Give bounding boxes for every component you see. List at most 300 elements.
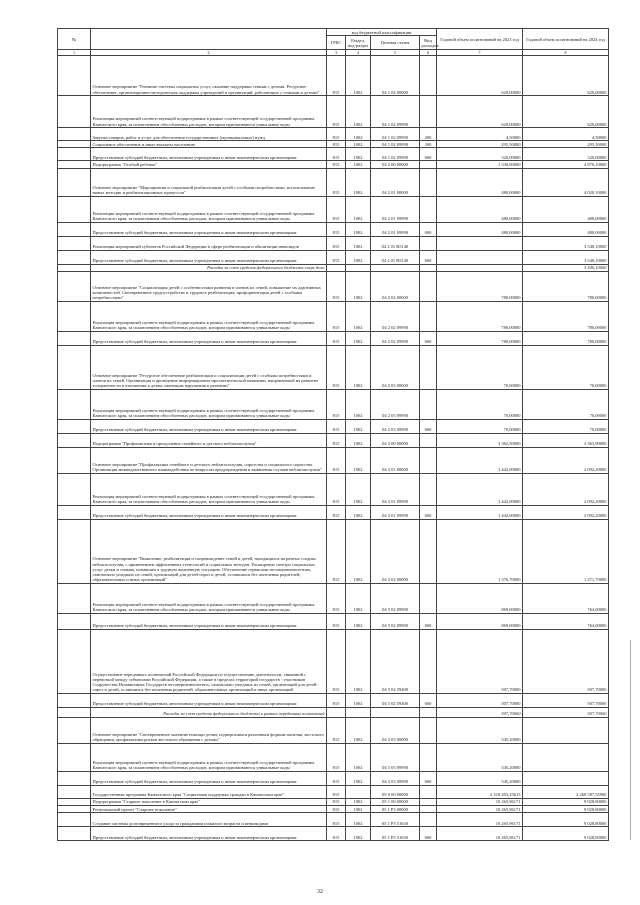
row-amount-2023: 1 330,00000 xyxy=(437,161,523,168)
row-amount-2024: 2 092,20000 xyxy=(523,473,609,505)
row-amount-2023: 507,70000 xyxy=(437,629,523,693)
row-number xyxy=(58,693,91,707)
colnum: 4 xyxy=(346,50,371,56)
row-number xyxy=(58,56,91,96)
row-target: 04 3 02 00000 xyxy=(371,519,420,583)
row-amount-2024: 507,70000 xyxy=(523,707,609,717)
row-section: 1002 xyxy=(346,629,371,693)
row-number xyxy=(58,148,91,161)
row-amount-2023: 10 265,96171 xyxy=(437,813,523,827)
row-exp-type xyxy=(420,168,437,196)
row-number xyxy=(58,827,91,841)
row-exp-type: 600 xyxy=(420,222,437,236)
row-number xyxy=(58,433,91,447)
row-grbs: 815 xyxy=(327,141,346,148)
row-amount-2024: 70,00000 xyxy=(523,389,609,419)
row-target: 04 1 02 00000 xyxy=(371,56,420,96)
row-section: 1002 xyxy=(346,505,371,519)
row-section: 1002 xyxy=(346,813,371,827)
row-section: 1002 xyxy=(346,827,371,841)
row-section: 1002 xyxy=(346,236,371,250)
row-grbs: 815 xyxy=(327,629,346,693)
row-number xyxy=(58,250,91,264)
row-number xyxy=(58,629,91,693)
row-amount-2024: 320,00000 xyxy=(523,148,609,161)
row-description: Подпрограмма "Старшее поколение в Камчатском крае" xyxy=(91,798,327,805)
row-number xyxy=(58,389,91,419)
row-number xyxy=(58,447,91,473)
row-grbs: 815 xyxy=(327,519,346,583)
row-description: Расходы за счет средств федерального бюджета сверх доли xyxy=(91,264,327,271)
row-grbs: 815 xyxy=(327,56,346,96)
header-section: Раздел, под-раздел xyxy=(346,36,371,50)
page-number: 32 xyxy=(317,889,323,895)
row-exp-type: 600 xyxy=(420,148,437,161)
row-exp-type xyxy=(420,271,437,301)
table-row xyxy=(58,148,609,161)
row-section: 1002 xyxy=(346,56,371,96)
row-section: 1002 xyxy=(346,433,371,447)
row-number xyxy=(58,806,91,813)
row-number xyxy=(58,473,91,505)
row-section: 1002 xyxy=(346,771,371,785)
row-amount-2023: 480,00000 xyxy=(437,196,523,222)
row-amount-2023 xyxy=(437,250,523,264)
row-exp-type: 600 xyxy=(420,419,437,433)
row-section: 1002 xyxy=(346,717,371,743)
row-amount-2024: 4 020,10000 xyxy=(523,168,609,196)
row-amount-2023 xyxy=(437,236,523,250)
row-description: Реализация мероприятий соответствующей подпрограммы в рамках соответствующей государственной программы Камчатского края, за исключением обособленных расходов, которым присваиваются уникальные коды xyxy=(91,389,327,419)
row-target: 04 3 03 09990 xyxy=(371,743,420,771)
row-exp-type xyxy=(420,161,437,168)
row-description: Государственная программа Камчатского края "Социальная поддержка граждан в Камчатском крае" xyxy=(91,785,327,798)
row-exp-type xyxy=(420,345,437,389)
row-target: 04 2 02 09990 xyxy=(371,301,420,331)
row-amount-2023: 620,00000 xyxy=(437,56,523,96)
row-amount-2023: 320,00000 xyxy=(437,148,523,161)
row-amount-2023: 545,20000 xyxy=(437,771,523,785)
row-section xyxy=(346,785,371,798)
row-amount-2023: 480,00000 xyxy=(437,168,523,196)
row-description: Основное мероприятие "Мероприятия в социальной реабилитации детей с особыми потребностями, использование новых методик и реабилитационных процессов" xyxy=(91,168,327,196)
table-row xyxy=(58,433,609,447)
row-target: 05 1 P3 00000 xyxy=(371,806,420,813)
colnum: 1 xyxy=(58,50,91,56)
row-description: Подпрограмма "Особый ребенок" xyxy=(91,161,327,168)
row-target: 04 2 01 09990 xyxy=(371,196,420,222)
row-target: 04 2 01 00000 xyxy=(371,168,420,196)
row-section: 1002 xyxy=(346,613,371,629)
row-amount-2024: 764,00000 xyxy=(523,613,609,629)
row-number xyxy=(58,785,91,798)
row-number xyxy=(58,141,91,148)
row-target: 04 3 01 09990 xyxy=(371,505,420,519)
row-grbs: 815 xyxy=(327,785,346,798)
row-description: Социальное обеспечение и иные выплаты населению xyxy=(91,141,327,148)
row-exp-type xyxy=(420,236,437,250)
row-number xyxy=(58,771,91,785)
row-amount-2023: 507,70000 xyxy=(437,707,523,717)
table-row xyxy=(58,743,609,771)
row-section: 1002 xyxy=(346,301,371,331)
row-amount-2024: 9 028,80000 xyxy=(523,827,609,841)
row-number xyxy=(58,222,91,236)
row-number xyxy=(58,345,91,389)
row-target: 05 1 P3 51630 xyxy=(371,827,420,841)
budget-table-sheet xyxy=(57,28,608,841)
row-grbs: 815 xyxy=(327,447,346,473)
row-exp-type xyxy=(420,743,437,771)
row-amount-2024: 2 260 587,55900 xyxy=(523,785,609,798)
row-amount-2024 xyxy=(523,717,609,743)
row-description: Основное мероприятие "Профилактика семейного и детского неблагополучия, сиротства и социального сиротства. Организация межведомственного взаимодействия по вопросам предупреждения и выявления случаев неблагополучия" xyxy=(91,447,327,473)
row-exp-type xyxy=(420,798,437,805)
row-exp-type: 200 xyxy=(420,128,437,141)
row-number xyxy=(58,743,91,771)
row-amount-2024: 4,50000 xyxy=(523,128,609,141)
row-amount-2024: 2 092,20000 xyxy=(523,447,609,473)
row-grbs: 815 xyxy=(327,473,346,505)
row-description: Основное мероприятие "Выявление, реабилитация и сопровождение семей и детей, находящихся на разных стадиях неблагополучия, с применением эффективных технологий и социальных методов. Расширение спектра социальных услуг детям и семьям, попавшим в трудную жизненную ситуацию. Обеспечение сервисами несовершеннолетних, самовольно ушедших из семей, организаций для детей-сирот и детей, оставшихся без попечения родителей, образовательных и иных организаций" xyxy=(91,519,327,583)
row-amount-2023: 869,00000 xyxy=(437,583,523,613)
row-exp-type: 600 xyxy=(420,613,437,629)
row-section: 1002 xyxy=(346,161,371,168)
row-exp-type xyxy=(420,56,437,96)
row-number xyxy=(58,813,91,827)
header-grbs: ГРБС xyxy=(327,36,346,50)
row-grbs: 815 xyxy=(327,771,346,785)
row-exp-type: 600 xyxy=(420,827,437,841)
row-amount-2024 xyxy=(523,743,609,771)
row-amount-2024: 507,70000 xyxy=(523,629,609,693)
row-exp-type xyxy=(420,96,437,128)
table-row xyxy=(58,141,609,148)
row-section xyxy=(346,264,371,271)
row-amount-2024: 9 028,80000 xyxy=(523,806,609,813)
row-target: 04 2 02 00000 xyxy=(371,271,420,301)
row-target: 04 3 01 00000 xyxy=(371,447,420,473)
row-amount-2023: 10 265,96171 xyxy=(437,827,523,841)
row-amount-2023: 70,00000 xyxy=(437,419,523,433)
row-amount-2024: 480,00000 xyxy=(523,196,609,222)
row-exp-type: 600 xyxy=(420,693,437,707)
row-target: 04 2 03 09990 xyxy=(371,419,420,433)
row-target: 05 0 00 00000 xyxy=(371,785,420,798)
table-row xyxy=(58,447,609,473)
row-grbs xyxy=(327,707,346,717)
table-row xyxy=(58,798,609,805)
row-grbs xyxy=(327,264,346,271)
row-grbs: 815 xyxy=(327,613,346,629)
row-target: 04 1 02 09990 xyxy=(371,148,420,161)
row-section xyxy=(346,707,371,717)
row-grbs: 815 xyxy=(327,583,346,613)
row-section: 1002 xyxy=(346,128,371,141)
row-description: Основное мероприятие "Развитие системы социальных услуг, оказание поддержки семьям с детьми. Ресурсное обеспечение, организационно-методическая поддержка учреждений и организаций, работающих с семьями и детьми" xyxy=(91,56,327,96)
row-exp-type xyxy=(420,583,437,613)
table-row xyxy=(58,813,609,827)
row-grbs: 815 xyxy=(327,806,346,813)
row-number xyxy=(58,505,91,519)
row-description: Предоставление субсидий бюджетным, автономным учреждениям и иным некоммерческим организациям xyxy=(91,419,327,433)
row-amount-2023: 780,00000 xyxy=(437,331,523,345)
row-number xyxy=(58,128,91,141)
row-description: Предоставление субсидий бюджетным, автономным учреждениям и иным некоммерческим организациям xyxy=(91,222,327,236)
row-number xyxy=(58,613,91,629)
row-grbs: 815 xyxy=(327,331,346,345)
row-description: Предоставление субсидий бюджетным, автономным учреждениям и иным некоммерческим организациям xyxy=(91,827,327,841)
row-amount-2023: 1 442,00000 xyxy=(437,473,523,505)
row-grbs: 815 xyxy=(327,798,346,805)
row-description: Основное мероприятие "Ресурсное обеспечение реабилитации и социализации детей с особыми потребностями и членов их семей. Организация и проведение информационно-просветительской кампании, направленной на развитие толерантности в отношении к детям, имеющим нарушения в развитии" xyxy=(91,345,327,389)
row-exp-type: 600 xyxy=(420,331,437,345)
row-description: Реализация мероприятий соответствующей подпрограммы в рамках соответствующей государственной программы Камчатского края, за исключением обособленных расходов, которым присваиваются уникальные коды xyxy=(91,96,327,128)
row-amount-2023: 10 265,96171 xyxy=(437,798,523,805)
row-exp-type xyxy=(420,433,437,447)
row-section: 1002 xyxy=(346,583,371,613)
row-amount-2024: 70,00000 xyxy=(523,419,609,433)
row-target: 05 1 00 00000 xyxy=(371,798,420,805)
row-section: 1002 xyxy=(346,141,371,148)
row-number xyxy=(58,717,91,743)
row-amount-2024 xyxy=(523,771,609,785)
row-exp-type xyxy=(420,519,437,583)
row-number xyxy=(58,301,91,331)
row-description: Реализация мероприятий соответствующей подпрограммы в рамках соответствующей государственной программы Камчатского края, за исключением обособленных расходов, которым присваиваются уникальные коды xyxy=(91,583,327,613)
row-amount-2023: 780,00000 xyxy=(437,301,523,331)
row-number xyxy=(58,161,91,168)
row-amount-2024: 780,00000 xyxy=(523,301,609,331)
row-number xyxy=(58,798,91,805)
row-amount-2024: 70,00000 xyxy=(523,345,609,389)
row-amount-2024: 620,00000 xyxy=(523,96,609,128)
row-exp-type: 300 xyxy=(420,141,437,148)
row-description: Региональный проект "Старшее поколение" xyxy=(91,806,327,813)
table-row xyxy=(58,771,609,785)
table-row xyxy=(58,96,609,128)
colnum: 8 xyxy=(523,50,609,56)
table-row xyxy=(58,250,609,264)
row-target: 04 3 01 09990 xyxy=(371,473,420,505)
row-section: 1002 xyxy=(346,798,371,805)
table-row xyxy=(58,331,609,345)
row-number xyxy=(58,583,91,613)
table-row xyxy=(58,785,609,798)
row-exp-type xyxy=(420,389,437,419)
row-grbs: 815 xyxy=(327,717,346,743)
row-exp-type xyxy=(420,707,437,717)
table-row xyxy=(58,236,609,250)
row-description: Основное мероприятие "Социализация детей с особенностями развития в членов их семей, повышение их адаптивных возможностей. Своевременное трудоустройство и трудовое реабилитация, профориентация детей с особыми потребностями" xyxy=(91,271,327,301)
row-amount-2024: 780,00000 xyxy=(523,331,609,345)
table-row xyxy=(58,629,609,693)
table-header xyxy=(58,29,609,56)
row-amount-2023: 10 265,96171 xyxy=(437,806,523,813)
row-exp-type xyxy=(420,301,437,331)
row-amount-2023: 480,00000 xyxy=(437,222,523,236)
row-amount-2023: 1 376,70000 xyxy=(437,519,523,583)
row-amount-2023: 1 442,00000 xyxy=(437,447,523,473)
table-row xyxy=(58,707,609,717)
row-amount-2024: 295,50000 xyxy=(523,141,609,148)
row-target: 04 2 03 09990 xyxy=(371,389,420,419)
table-row xyxy=(58,345,609,389)
table-row xyxy=(58,613,609,629)
row-grbs: 815 xyxy=(327,813,346,827)
row-grbs: 815 xyxy=(327,345,346,389)
row-amount-2024: 507,70000 xyxy=(523,693,609,707)
row-section: 1002 xyxy=(346,419,371,433)
table-row xyxy=(58,519,609,583)
row-amount-2023: 70,00000 xyxy=(437,345,523,389)
row-exp-type xyxy=(420,806,437,813)
row-exp-type: 600 xyxy=(420,505,437,519)
row-description: Предоставление субсидий бюджетным, автономным учреждениям и иным некоммерческим организациям xyxy=(91,693,327,707)
row-description: Предоставление субсидий бюджетным, автономным учреждениям и иным некоммерческим организациям xyxy=(91,331,327,345)
table-row xyxy=(58,301,609,331)
table-row xyxy=(58,168,609,196)
row-amount-2024: 9 028,80000 xyxy=(523,813,609,827)
row-amount-2023: 295,50000 xyxy=(437,141,523,148)
row-section: 1002 xyxy=(346,168,371,196)
row-grbs: 815 xyxy=(327,271,346,301)
row-section: 1002 xyxy=(346,693,371,707)
row-section: 1002 xyxy=(346,331,371,345)
row-amount-2024: 9 028,80000 xyxy=(523,798,609,805)
row-target: 04 3 02 59400 xyxy=(371,629,420,693)
row-target: 04 3 00 00000 xyxy=(371,433,420,447)
row-number xyxy=(58,168,91,196)
row-section: 1002 xyxy=(346,743,371,771)
row-grbs: 815 xyxy=(327,128,346,141)
row-exp-type xyxy=(420,813,437,827)
row-number xyxy=(58,271,91,301)
colnum: 2 xyxy=(91,50,327,56)
table-row xyxy=(58,717,609,743)
row-exp-type xyxy=(420,447,437,473)
row-description: Основное мероприятие "Своевременное оказание помощи детям, подвергшимся различным формам насилия, жестокого обращения, профилактика рисков жестокого обращения с детьми" xyxy=(91,717,327,743)
row-target: 04 2 01 R5140 xyxy=(371,236,420,250)
table-row xyxy=(58,583,609,613)
margin-mark xyxy=(630,640,633,840)
row-description: Предоставление субсидий бюджетным, автономным учреждениям и иным некоммерческим организациям xyxy=(91,613,327,629)
row-amount-2023: 545,20000 xyxy=(437,743,523,771)
row-grbs: 815 xyxy=(327,96,346,128)
row-amount-2023: 4,50000 xyxy=(437,128,523,141)
row-grbs: 815 xyxy=(327,693,346,707)
header-description xyxy=(91,29,327,50)
header-year-2024: Годовой объем ассигнований на 2024 год xyxy=(523,29,609,50)
table-row xyxy=(58,693,609,707)
row-grbs: 815 xyxy=(327,250,346,264)
row-amount-2024: 764,00000 xyxy=(523,583,609,613)
row-description: Создание системы долговременного ухода за гражданами пожилого возраста и инвалидами xyxy=(91,813,327,827)
row-number xyxy=(58,331,91,345)
row-target: 04 1 02 09990 xyxy=(371,96,420,128)
row-amount-2024: 2 092,20000 xyxy=(523,505,609,519)
header-code-group: код бюджетной классификации xyxy=(327,29,437,36)
row-amount-2024: 780,00000 xyxy=(523,271,609,301)
row-exp-type: 600 xyxy=(420,771,437,785)
row-target: 04 2 01 R5140 xyxy=(371,250,420,264)
row-target: 04 3 03 09990 xyxy=(371,771,420,785)
header-target: Целевая статья xyxy=(371,36,420,50)
table-row xyxy=(58,56,609,96)
row-target xyxy=(371,264,420,271)
row-section: 1002 xyxy=(346,222,371,236)
colnum: 6 xyxy=(420,50,437,56)
row-amount-2023: 780,00000 xyxy=(437,271,523,301)
row-description: Реализация мероприятий соответствующей подпрограммы в рамках соответствующей государственной программы Камчатского края, за исключением обособленных расходов, которым присваиваются уникальные коды xyxy=(91,473,327,505)
table-row xyxy=(58,473,609,505)
row-number xyxy=(58,419,91,433)
row-target: 04 2 01 09990 xyxy=(371,222,420,236)
header-year-2023: Годовой объем ассигнований на 2023 год xyxy=(437,29,523,50)
row-amount-2024: 4 870,10000 xyxy=(523,161,609,168)
row-grbs: 815 xyxy=(327,419,346,433)
row-amount-2024: 3 540,10000 xyxy=(523,236,609,250)
row-description: Закупка товаров, работ и услуг для обеспечения государственных (муниципальных) нужд xyxy=(91,128,327,141)
table-row xyxy=(58,505,609,519)
row-amount-2023: 3 362,50000 xyxy=(437,433,523,447)
row-section: 1002 xyxy=(346,447,371,473)
row-section: 1002 xyxy=(346,196,371,222)
row-description: Подпрограмма "Профилактика и преодоление семейного и детского неблагополучия" xyxy=(91,433,327,447)
row-grbs: 815 xyxy=(327,168,346,196)
colnum: 3 xyxy=(327,50,346,56)
table-row xyxy=(58,222,609,236)
row-amount-2023: 2 518 203,25615 xyxy=(437,785,523,798)
table-row xyxy=(58,419,609,433)
row-exp-type xyxy=(420,629,437,693)
row-amount-2023: 620,00000 xyxy=(437,96,523,128)
table-row xyxy=(58,128,609,141)
row-amount-2024: 3 540,10000 xyxy=(523,264,609,271)
table-row xyxy=(58,806,609,813)
row-exp-type xyxy=(420,473,437,505)
row-section: 1002 xyxy=(346,271,371,301)
row-exp-type xyxy=(420,717,437,743)
row-target: 04 1 02 09990 xyxy=(371,141,420,148)
row-target: 04 3 02 09990 xyxy=(371,613,420,629)
row-amount-2024: 620,00000 xyxy=(523,56,609,96)
table-row xyxy=(58,264,609,271)
row-grbs: 815 xyxy=(327,743,346,771)
row-number xyxy=(58,96,91,128)
row-target: 04 2 03 00000 xyxy=(371,345,420,389)
row-amount-2023: 70,00000 xyxy=(437,389,523,419)
table-row xyxy=(58,161,609,168)
row-amount-2023: 1 442,00000 xyxy=(437,505,523,519)
row-target: 04 3 02 09990 xyxy=(371,583,420,613)
row-description: Осуществление переданных полномочий Российской Федерации по осуществлению деятельности, связанной с перевозкой между субъектами Российской Федерации, а также в пределах территорий государств - участников Содружества Независимых Государств несовершеннолетних, самовольно ушедших из семей, организаций для детей-сирот и детей, оставшихся без попечения родителей, образовательных организаций и иных организаций xyxy=(91,629,327,693)
table-body xyxy=(58,56,609,841)
table-row xyxy=(58,196,609,222)
row-amount-2024: 1 271,70000 xyxy=(523,519,609,583)
row-target: 04 2 00 00000 xyxy=(371,161,420,168)
budget-table xyxy=(57,28,609,841)
row-amount-2024: 3 363,90000 xyxy=(523,433,609,447)
colnum: 5 xyxy=(371,50,420,56)
row-description: Предоставление субсидий бюджетным, автономным учреждениям и иным некоммерческим организациям xyxy=(91,771,327,785)
row-description: Реализация мероприятий соответствующей подпрограммы в рамках соответствующей государственной программы Камчатского края, за исключением обособленных расходов, которым присваиваются уникальные коды xyxy=(91,301,327,331)
row-target xyxy=(371,707,420,717)
row-section: 1002 xyxy=(346,148,371,161)
table-row xyxy=(58,827,609,841)
row-target: 04 1 02 09990 xyxy=(371,128,420,141)
row-section: 1002 xyxy=(346,345,371,389)
